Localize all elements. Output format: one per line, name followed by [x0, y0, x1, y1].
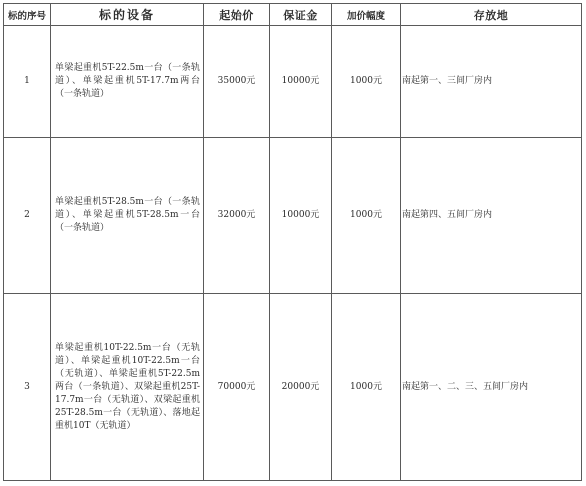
cell-location: 南起第四、五间厂房内 — [401, 137, 582, 293]
header-location: 存放地 — [401, 4, 582, 26]
cell-start-price: 35000元 — [204, 26, 270, 138]
cell-deposit: 10000元 — [270, 26, 332, 138]
cell-device: 单梁起重机10T-22.5m一台（无轨道）、单梁起重机10T-22.5m一台（无轨道）、单梁起重机5T-22.5m两台（一条轨道）、双梁起重机25T-17.7m一台（无轨道）、双梁起重机25T-28.5m一台（无轨道）、落地起重机10T（无轨道） — [51, 294, 204, 481]
header-increment: 加价幅度 — [332, 4, 401, 26]
cell-start-price: 32000元 — [204, 137, 270, 293]
cell-seq: 2 — [4, 137, 51, 293]
cell-deposit: 20000元 — [270, 294, 332, 481]
header-start-price: 起始价 — [204, 4, 270, 26]
cell-device: 单梁起重机5T-28.5m一台（一条轨道）、单梁起重机5T-28.5m一台（一条轨道） — [51, 137, 204, 293]
cell-increment: 1000元 — [332, 26, 401, 138]
table-row — [4, 137, 582, 293]
auction-table — [3, 3, 582, 481]
header-row — [4, 4, 582, 26]
header-seq: 标的序号 — [4, 4, 51, 26]
cell-increment: 1000元 — [332, 294, 401, 481]
header-device: 标的设备 — [51, 4, 204, 26]
cell-start-price: 70000元 — [204, 294, 270, 481]
header-deposit: 保证金 — [270, 4, 332, 26]
cell-deposit: 10000元 — [270, 137, 332, 293]
cell-seq: 3 — [4, 294, 51, 481]
cell-increment: 1000元 — [332, 137, 401, 293]
cell-location: 南起第一、二、三、五间厂房内 — [401, 294, 582, 481]
table-row — [4, 26, 582, 138]
table-row — [4, 294, 582, 481]
cell-device: 单梁起重机5T-22.5m一台（一条轨道）、单梁起重机5T-17.7m两台（一条轨道） — [51, 26, 204, 138]
cell-location: 南起第一、三间厂房内 — [401, 26, 582, 138]
cell-seq: 1 — [4, 26, 51, 138]
